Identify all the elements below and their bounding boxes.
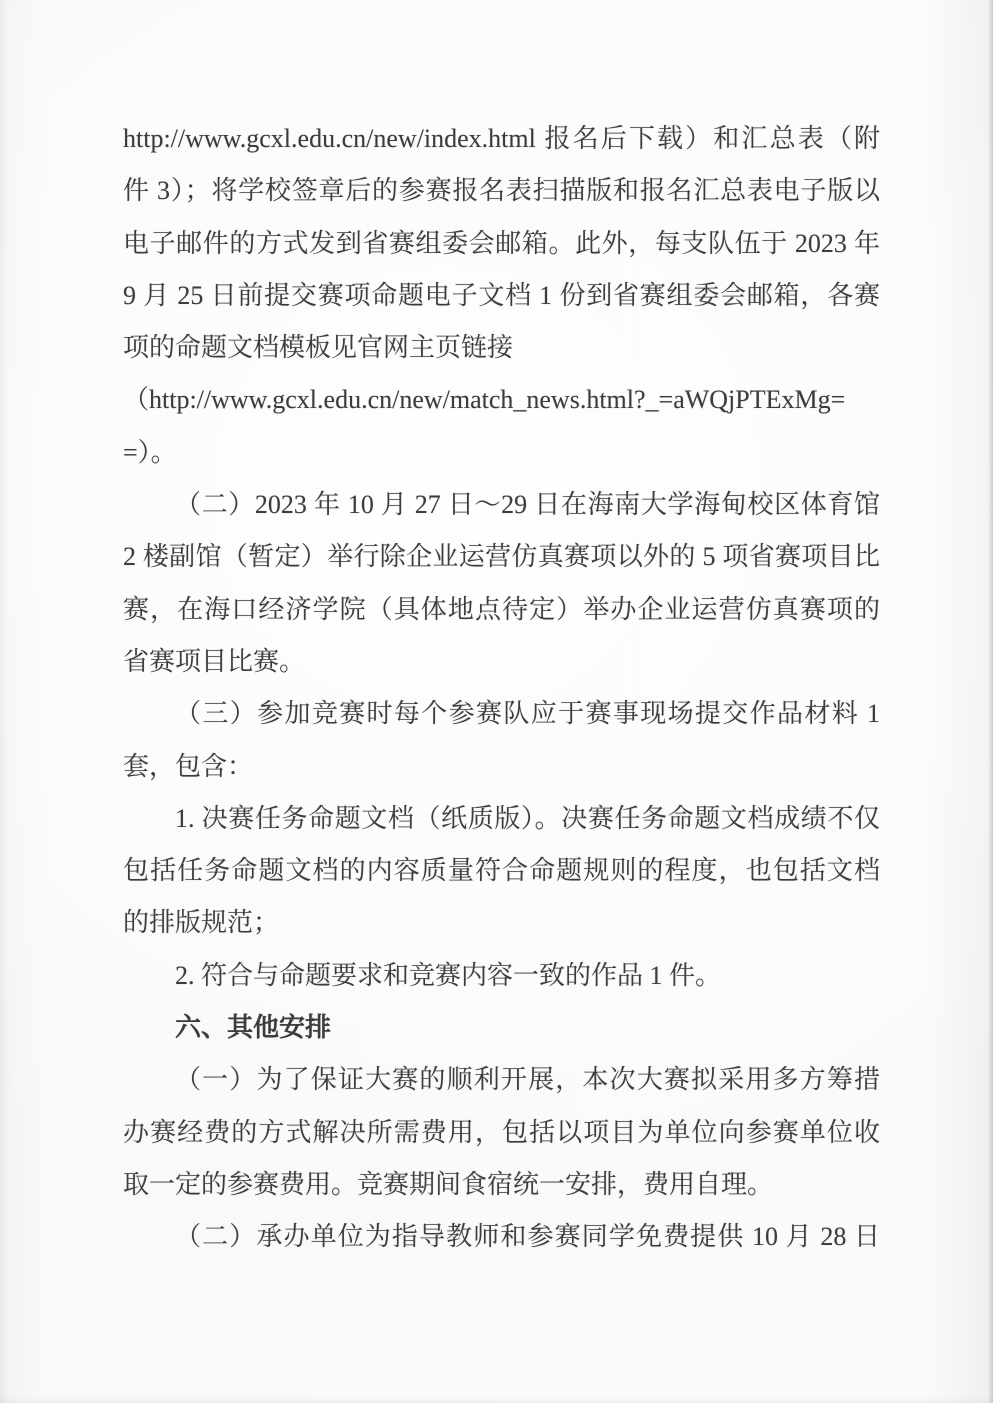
text-line: 赛，在海口经济学院（具体地点待定）举办企业运营仿真赛项的 — [123, 594, 880, 624]
text-line: 电子邮件的方式发到省赛组委会邮箱。此外，每支队伍于 2023 年 — [123, 228, 880, 258]
text-line: =）。 — [123, 437, 177, 467]
text-line: （三）参加竞赛时每个参赛队应于赛事现场提交作品材料 1 — [175, 699, 880, 729]
text-line: 项的命题文档模板见官网主页链接 — [123, 333, 514, 363]
text-line: （一）为了保证大赛的顺利开展，本次大赛拟采用多方筹措 — [175, 1065, 880, 1095]
document-body — [123, 113, 880, 1264]
text-line: http://www.gcxl.edu.cn/new/index.html 报名后下载）和汇总表（附 — [123, 124, 880, 153]
text-line: 办赛经费的方式解决所需费用，包括以项目为单位向参赛单位收 — [123, 1117, 880, 1147]
section-heading: 六、其他安排 — [175, 1013, 332, 1043]
scan-right-edge-shade — [988, 0, 993, 1403]
scan-left-edge-shade — [0, 0, 10, 1403]
text-line: 套，包含： — [123, 751, 254, 781]
scan-bottom-edge-shade — [0, 1397, 993, 1403]
text-line: 2. 符合与命题要求和竞赛内容一致的作品 1 件。 — [175, 960, 722, 990]
text-line: 包括任务命题文档的内容质量符合命题规则的程度，也包括文档 — [123, 856, 880, 886]
text-line: 2 楼副馆（暂定）举行除企业运营仿真赛项以外的 5 项省赛项目比 — [123, 542, 880, 572]
text-line: （二）2023 年 10 月 27 日～29 日在海南大学海甸校区体育馆 — [175, 490, 880, 520]
text-line: 的排版规范； — [123, 908, 280, 938]
text-line: 9 月 25 日前提交赛项命题电子文档 1 份到省赛组委会邮箱，各赛 — [123, 280, 880, 310]
text-line: 1. 决赛任务命题文档（纸质版）。决赛任务命题文档成绩不仅 — [175, 803, 880, 833]
text-line: 件 3）；将学校签章后的参赛报名表扫描版和报名汇总表电子版以 — [123, 176, 880, 206]
text-line: 取一定的参赛费用。竞赛期间食宿统一安排，费用自理。 — [123, 1169, 774, 1199]
text-line: 省赛项目比赛。 — [123, 646, 306, 676]
text-line: （二）承办单位为指导教师和参赛同学免费提供 10 月 28 日 — [175, 1222, 880, 1252]
text-line: （http://www.gcxl.edu.cn/new/match_news.html?_=aWQjPTExMg= — [123, 385, 846, 415]
